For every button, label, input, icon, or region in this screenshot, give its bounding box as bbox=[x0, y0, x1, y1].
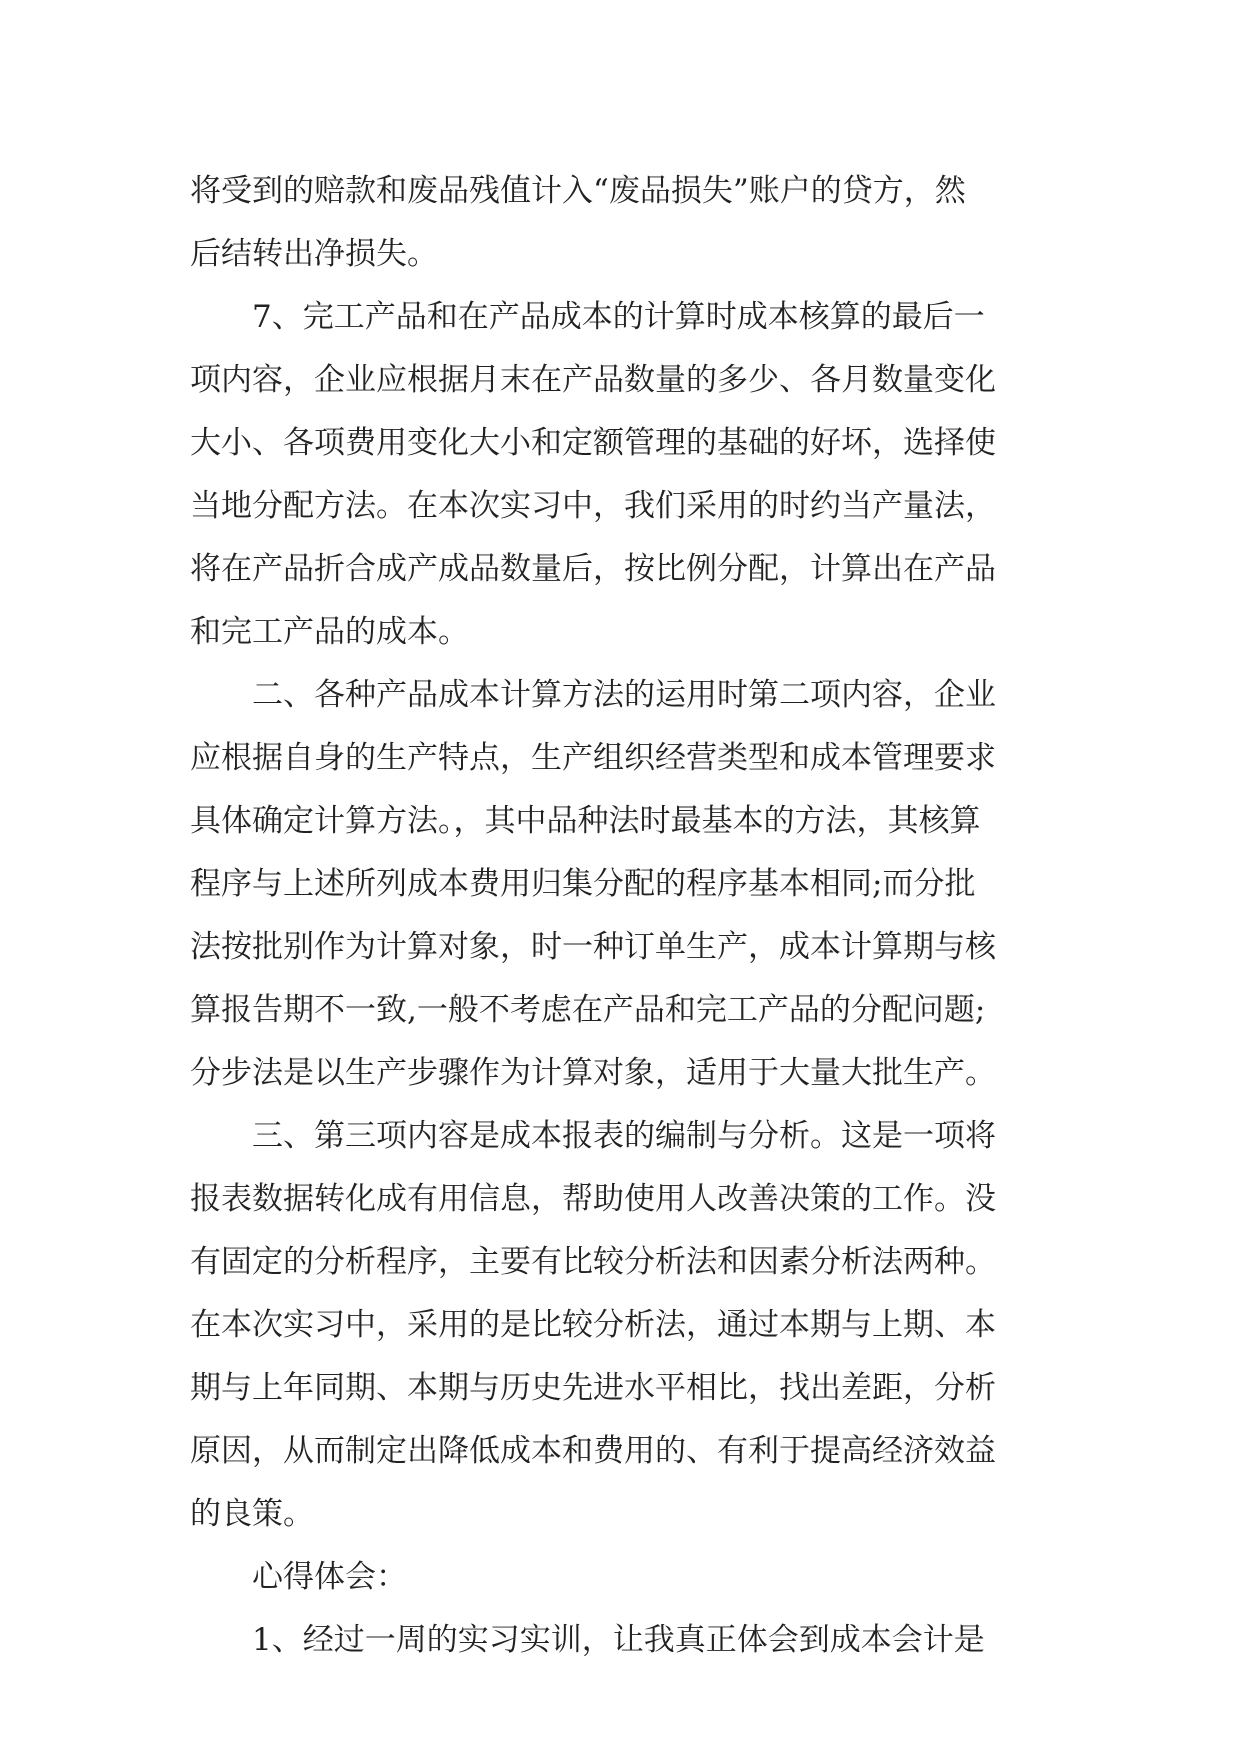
text-line: 法按批别作为计算对象，时一种订单生产，成本计算期与核 bbox=[190, 929, 996, 965]
text-line: 三、第三项内容是成本报表的编制与分析。这是一项将 bbox=[190, 1118, 996, 1154]
text-line: 程序与上述所列成本费用归集分配的程序基本相同;而分批 bbox=[190, 866, 976, 902]
text-line: 将在产品折合成产成品数量后，按比例分配，计算出在产品 bbox=[190, 551, 996, 587]
text-line: 后结转出净损失。 bbox=[190, 236, 438, 272]
body-text bbox=[190, 160, 1050, 1672]
text-line: 将受到的赔款和废品残值计入“废品损失”账户的贷方，然 bbox=[190, 173, 966, 209]
text-line: 算报告期不一致,一般不考虑在产品和完工产品的分配问题; bbox=[190, 992, 986, 1028]
text-line: 分步法是以生产步骤作为计算对象，适用于大量大批生产。 bbox=[190, 1055, 996, 1091]
text-line: 有固定的分析程序，主要有比较分析法和因素分析法两种。 bbox=[190, 1244, 996, 1280]
text-line: 报表数据转化成有用信息，帮助使用人改善决策的工作。没 bbox=[190, 1181, 996, 1217]
text-line: 和完工产品的成本。 bbox=[190, 614, 469, 650]
text-line: 期与上年同期、本期与历史先进水平相比，找出差距，分析 bbox=[190, 1370, 996, 1406]
text-line: 应根据自身的生产特点，生产组织经营类型和成本管理要求 bbox=[190, 740, 996, 776]
text-line: 的良策。 bbox=[190, 1496, 314, 1532]
text-line: 在本次实习中，采用的是比较分析法，通过本期与上期、本 bbox=[190, 1307, 996, 1343]
text-line: 1、经过一周的实习实训，让我真正体会到成本会计是 bbox=[190, 1622, 985, 1658]
text-line: 当地分配方法。在本次实习中，我们采用的时约当产量法， bbox=[190, 488, 996, 524]
text-line: 项内容，企业应根据月末在产品数量的多少、各月数量变化 bbox=[190, 362, 996, 398]
text-line: 大小、各项费用变化大小和定额管理的基础的好坏，选择使 bbox=[190, 425, 996, 461]
text-line: 原因，从而制定出降低成本和费用的、有利于提高经济效益 bbox=[190, 1433, 996, 1469]
text-line: 二、各种产品成本计算方法的运用时第二项内容，企业 bbox=[190, 677, 996, 713]
text-line: 心得体会： bbox=[190, 1559, 407, 1595]
text-line: 具体确定计算方法。，其中品种法时最基本的方法，其核算 bbox=[190, 803, 981, 839]
text-line: 7、完工产品和在产品成本的计算时成本核算的最后一 bbox=[190, 299, 985, 335]
